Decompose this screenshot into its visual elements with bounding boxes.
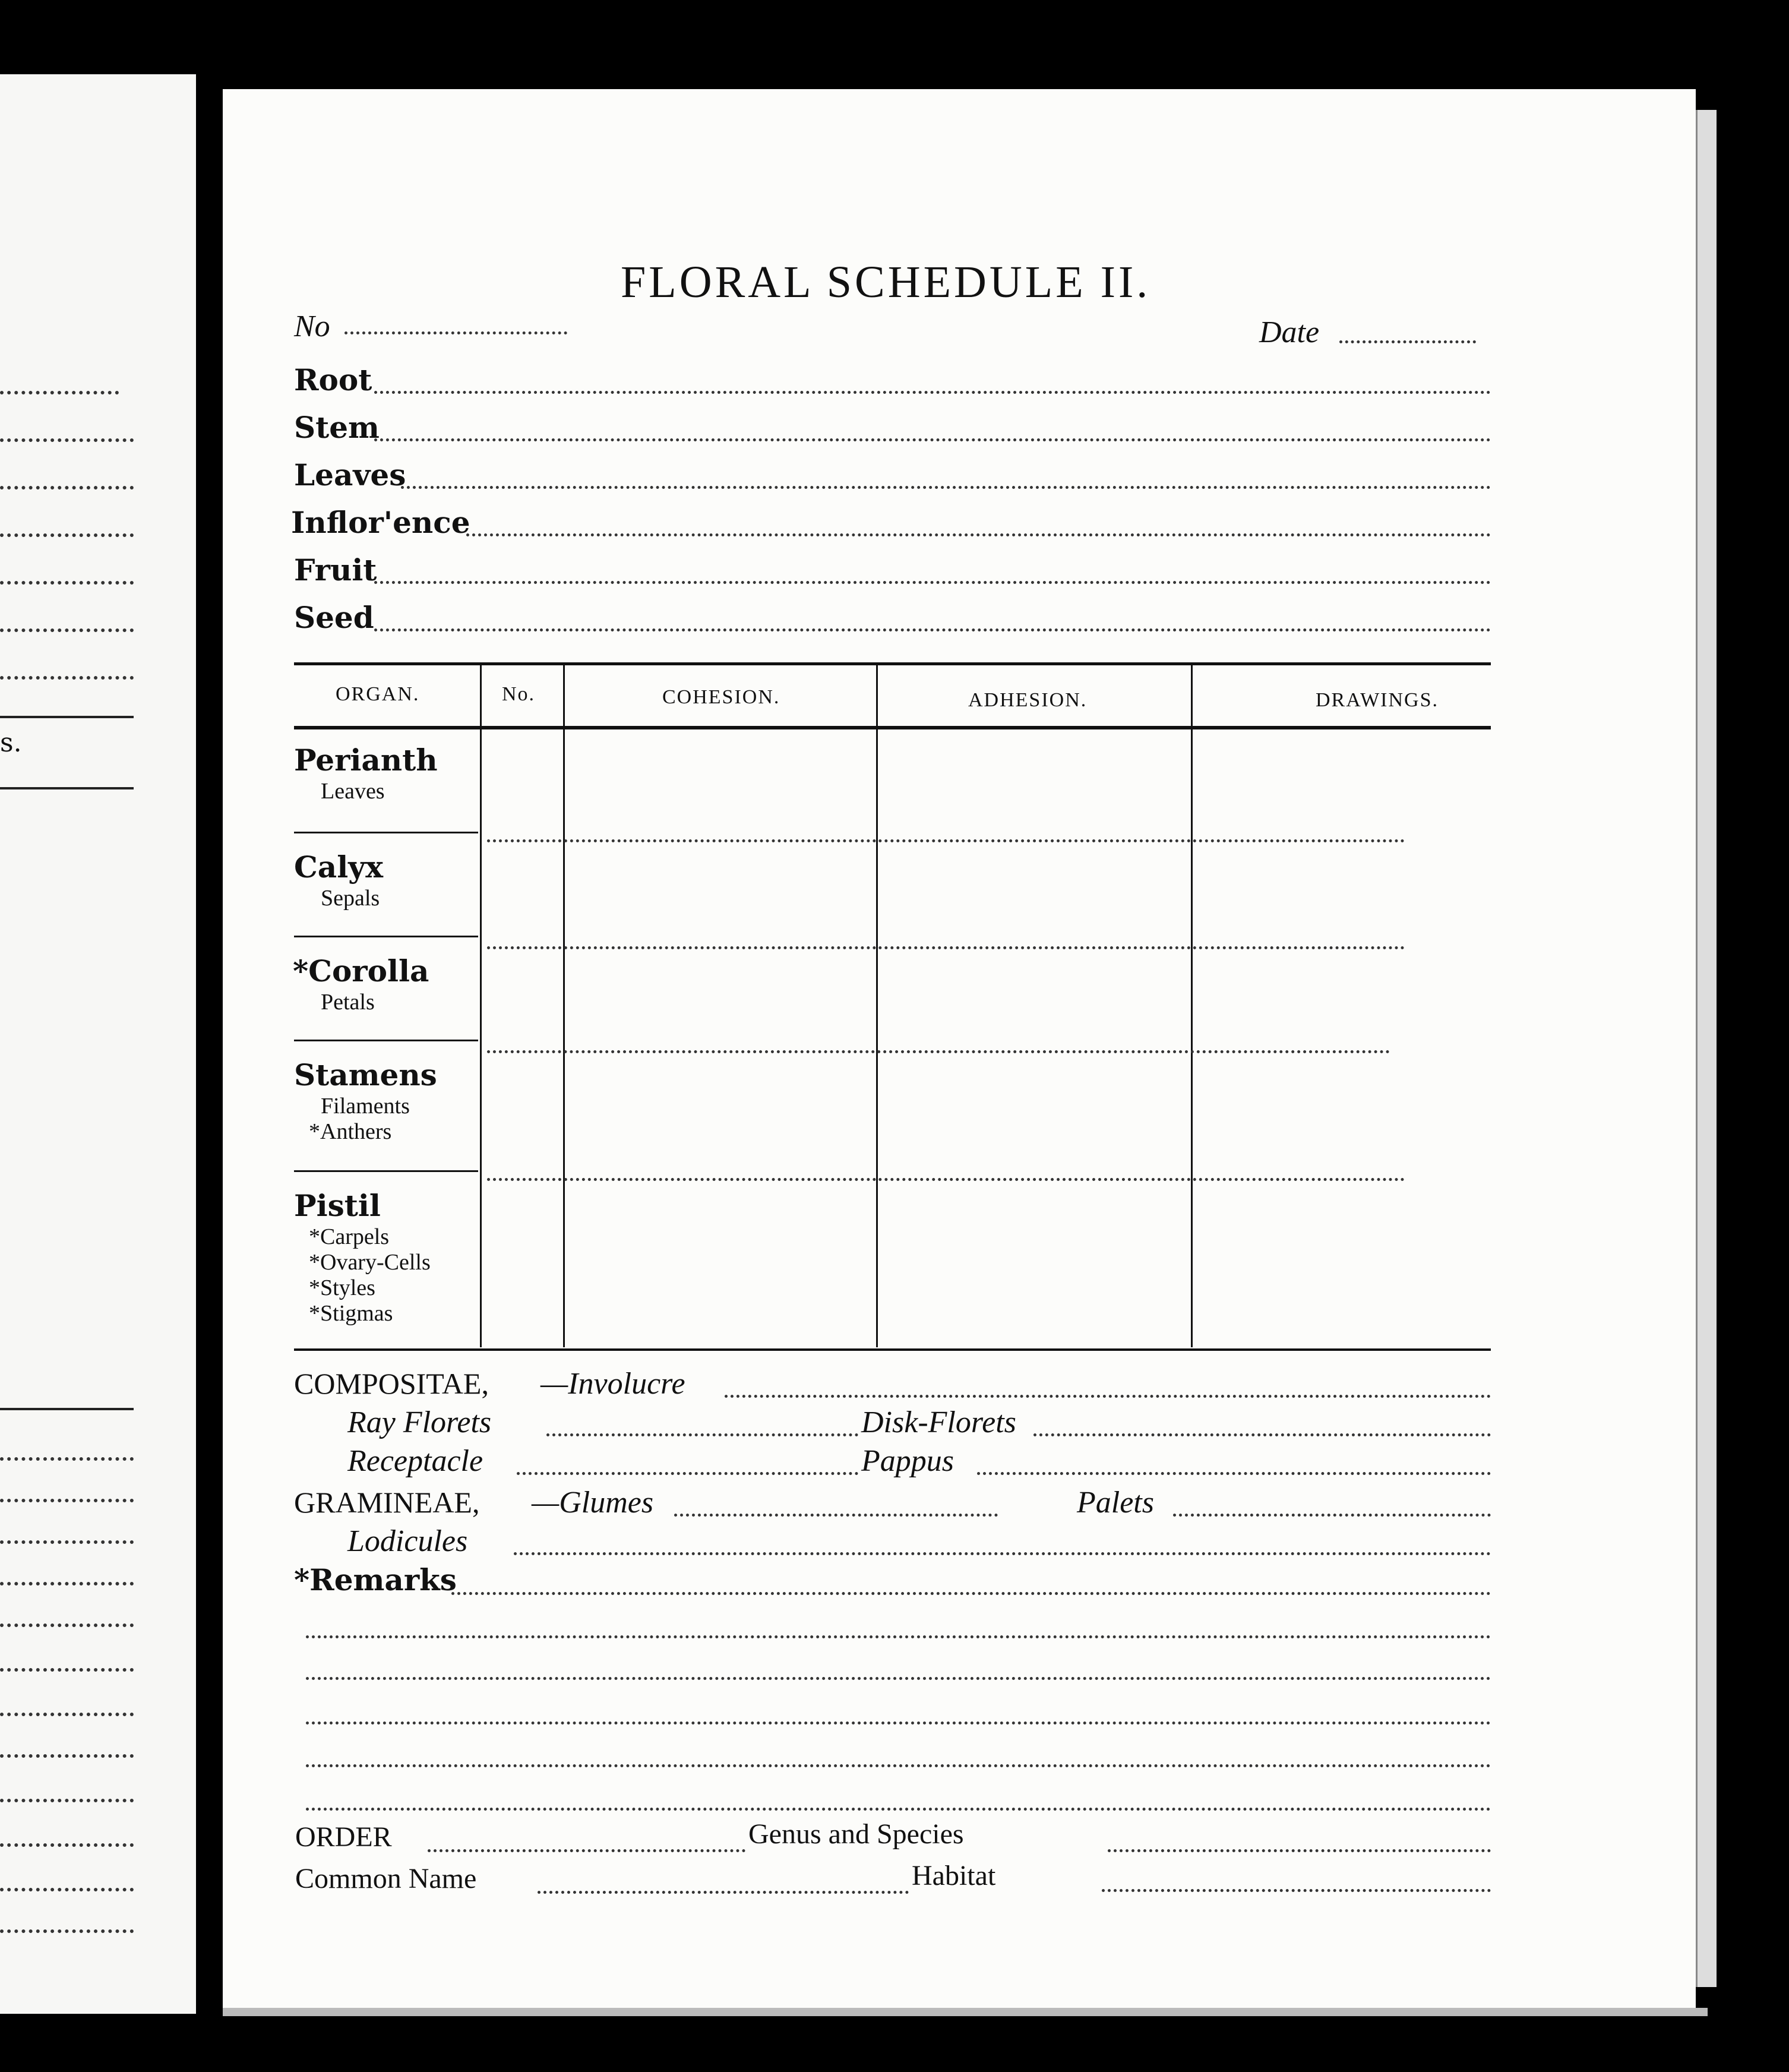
field-input-stem[interactable] bbox=[374, 434, 1491, 441]
remarks-field[interactable] bbox=[451, 1587, 1491, 1595]
field-label-stem: Stem bbox=[294, 410, 380, 445]
glumes-field[interactable] bbox=[674, 1509, 998, 1517]
row-dots bbox=[487, 1173, 1405, 1181]
organ-part: *Ovary-Cells bbox=[309, 1250, 431, 1275]
facing-text: s. bbox=[0, 728, 22, 758]
row-dots bbox=[487, 942, 1405, 949]
palets-field[interactable] bbox=[1173, 1509, 1491, 1517]
field-label-inflorescence: Inflor'ence bbox=[291, 505, 470, 540]
facing-dotted-line bbox=[0, 529, 134, 537]
disk-florets-label: Disk-Florets bbox=[861, 1405, 1016, 1439]
lodicules-label: Lodicules bbox=[347, 1524, 468, 1558]
date-field[interactable] bbox=[1339, 336, 1476, 343]
page-bottom-edge bbox=[223, 2008, 1708, 2016]
row-divider bbox=[294, 1040, 478, 1041]
page-title: FLORAL SCHEDULE II. bbox=[621, 257, 1151, 307]
field-input-root[interactable] bbox=[374, 386, 1491, 394]
facing-rule bbox=[0, 716, 134, 718]
table-col-divider bbox=[1191, 664, 1193, 1347]
common-name-field[interactable] bbox=[538, 1886, 909, 1894]
pappus-label: Pappus bbox=[861, 1444, 954, 1478]
column-header-organ: ORGAN. bbox=[336, 683, 420, 705]
remarks-line[interactable] bbox=[306, 1803, 1491, 1811]
book-spine bbox=[196, 89, 220, 2002]
facing-dotted-line bbox=[0, 1839, 134, 1847]
facing-rule bbox=[0, 1408, 134, 1410]
organ-part: Filaments bbox=[321, 1094, 410, 1119]
organ-part: *Styles bbox=[309, 1275, 375, 1300]
facing-dotted-line bbox=[0, 1794, 134, 1802]
facing-dotted-line bbox=[0, 1536, 134, 1544]
ray-florets-label: Ray Florets bbox=[347, 1405, 492, 1439]
involucre-label: —Involucre bbox=[541, 1367, 685, 1401]
page-edge bbox=[1696, 110, 1717, 1987]
organ-name: Calyx bbox=[294, 849, 384, 885]
compositae-label: COMPOSITAE, bbox=[294, 1367, 489, 1400]
field-input-leaves[interactable] bbox=[401, 481, 1491, 489]
facing-dotted-line bbox=[0, 481, 134, 489]
organ-name: Stamens bbox=[294, 1057, 437, 1092]
pappus-field[interactable] bbox=[977, 1467, 1491, 1475]
organ-part: Petals bbox=[321, 990, 375, 1015]
facing-dotted-line bbox=[0, 1663, 134, 1672]
table-header-rule bbox=[294, 726, 1491, 729]
table-col-divider bbox=[563, 664, 565, 1347]
glumes-label: —Glumes bbox=[532, 1486, 654, 1520]
genus-species-label: Genus and Species bbox=[748, 1818, 964, 1850]
facing-page bbox=[0, 74, 196, 2014]
field-input-inflorescence[interactable] bbox=[466, 529, 1491, 536]
table-col-divider bbox=[480, 664, 482, 1347]
table-top-rule bbox=[294, 662, 1491, 665]
gramineae-label: GRAMINEAE, bbox=[294, 1486, 480, 1519]
remarks-line[interactable] bbox=[306, 1717, 1491, 1724]
field-input-seed[interactable] bbox=[374, 624, 1491, 631]
field-label-root: Root bbox=[294, 362, 372, 397]
facing-dotted-line bbox=[0, 1883, 134, 1891]
facing-dotted-line bbox=[0, 386, 119, 394]
date-label: Date bbox=[1259, 315, 1320, 349]
ray-florets-field[interactable] bbox=[546, 1429, 858, 1436]
habitat-label: Habitat bbox=[912, 1860, 996, 1891]
row-divider bbox=[294, 832, 478, 833]
field-label-leaves: Leaves bbox=[294, 457, 406, 492]
row-divider bbox=[294, 936, 478, 937]
column-header-cohesion: COHESION. bbox=[662, 686, 780, 708]
no-field[interactable] bbox=[344, 327, 567, 334]
row-dots bbox=[487, 1046, 1390, 1053]
column-header-adhesion: ADHESION. bbox=[968, 689, 1088, 711]
table-col-divider bbox=[876, 664, 878, 1347]
genus-species-field[interactable] bbox=[1108, 1844, 1491, 1852]
facing-dotted-line bbox=[0, 1452, 134, 1461]
field-input-fruit[interactable] bbox=[374, 576, 1491, 584]
facing-dotted-line bbox=[0, 624, 134, 632]
row-divider bbox=[294, 1170, 478, 1172]
field-label-fruit: Fruit bbox=[294, 552, 377, 588]
receptacle-field[interactable] bbox=[517, 1467, 858, 1475]
order-field[interactable] bbox=[428, 1844, 745, 1852]
lodicules-field[interactable] bbox=[514, 1547, 1491, 1555]
organ-part: *Stigmas bbox=[309, 1301, 393, 1326]
remarks-line[interactable] bbox=[306, 1631, 1491, 1638]
disk-florets-field[interactable] bbox=[1033, 1429, 1491, 1436]
row-dots bbox=[487, 835, 1405, 842]
facing-dotted-line bbox=[0, 1494, 134, 1502]
remarks-line[interactable] bbox=[306, 1760, 1491, 1767]
palets-label: Palets bbox=[1077, 1486, 1154, 1520]
column-header-drawings: DRAWINGS. bbox=[1316, 689, 1439, 711]
organ-part: Sepals bbox=[321, 886, 380, 911]
organ-name: Perianth bbox=[294, 743, 438, 778]
remarks-label: *Remarks bbox=[294, 1562, 457, 1597]
facing-dotted-line bbox=[0, 1925, 134, 1933]
facing-dotted-line bbox=[0, 671, 134, 680]
common-name-label: Common Name bbox=[295, 1863, 477, 1894]
habitat-field[interactable] bbox=[1102, 1884, 1491, 1892]
organ-part: *Carpels bbox=[309, 1224, 390, 1249]
remarks-line[interactable] bbox=[306, 1672, 1491, 1680]
organ-name: *Corolla bbox=[293, 953, 429, 988]
schedule-page bbox=[223, 89, 1696, 2008]
organ-name: Pistil bbox=[294, 1188, 381, 1223]
facing-dotted-line bbox=[0, 434, 134, 442]
order-label: ORDER bbox=[295, 1821, 392, 1853]
facing-dotted-line bbox=[0, 576, 134, 585]
no-label: No bbox=[294, 309, 330, 343]
facing-dotted-line bbox=[0, 1619, 134, 1627]
field-label-seed: Seed bbox=[294, 600, 374, 635]
column-header-no: No. bbox=[502, 683, 536, 705]
table-bottom-rule bbox=[294, 1348, 1491, 1351]
organ-part: Leaves bbox=[321, 779, 385, 804]
facing-dotted-line bbox=[0, 1708, 134, 1716]
facing-dotted-line bbox=[0, 1577, 134, 1585]
facing-rule bbox=[0, 787, 134, 789]
organ-part: *Anthers bbox=[309, 1119, 392, 1144]
involucre-field[interactable] bbox=[725, 1390, 1491, 1398]
facing-dotted-line bbox=[0, 1749, 134, 1758]
receptacle-label: Receptacle bbox=[347, 1444, 483, 1478]
